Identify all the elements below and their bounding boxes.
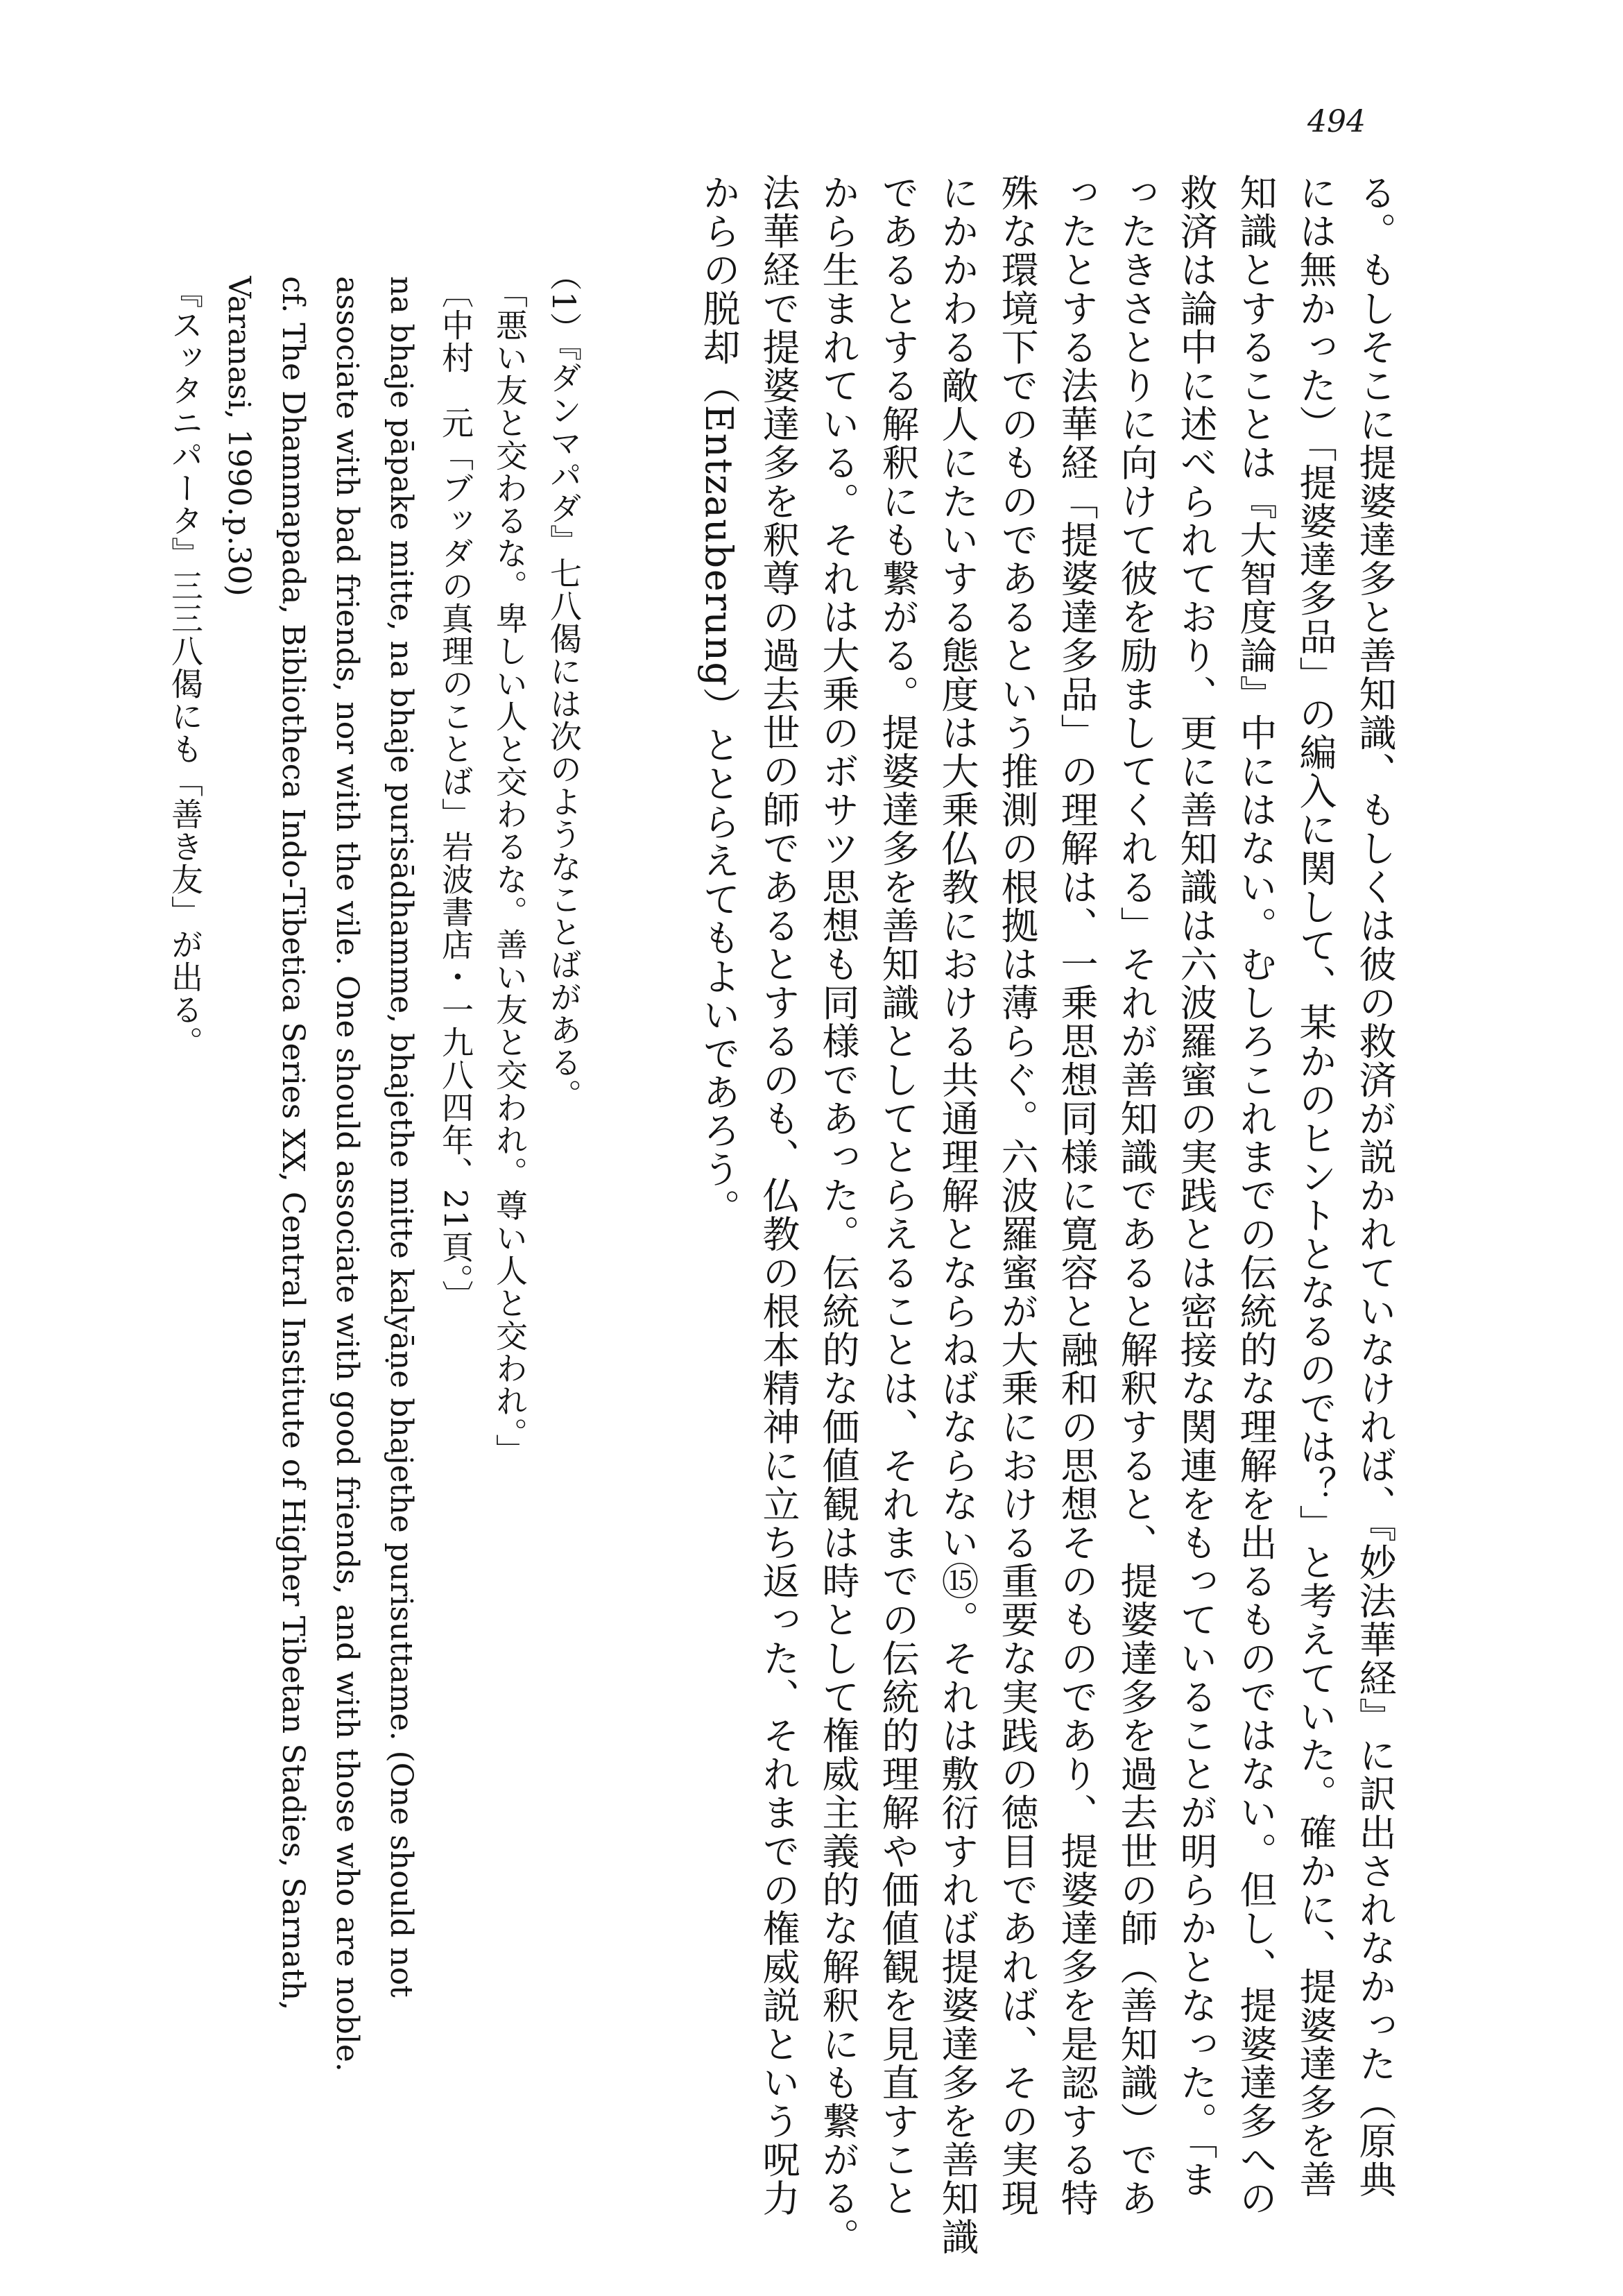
body-line-2: には無かった）「提婆達多品」の編入に関して、某かのヒントとなるのでは？」と考えていた。確かに、提婆達多を善 [1294,173,1337,2199]
note-1-translation: associate with bad friends, nor with the vile. One should associate with good friends, and with those who are noble. [329,276,365,2072]
note-1-quote: 「悪い友と交わるな。卑しい人と交わるな。善い友と交われ。尊い人と交われ。」 [491,276,529,1466]
body-line-4: 救済は論中に述べられており、更に善知識は六波羅蜜の実践とは密接な関連をもっていることが明らかとなった。「ま [1174,173,1218,2199]
note-1-citation: 〔中村 元「ブッダの真理のことば」岩波書店・一九八四年、21頁。〕 [437,276,474,1313]
body-line-1: る。もしそこに提婆達多と善知識、もしくは彼の救済が説かれていなければ、『妙法華経』に訳出されなかった（原典 [1353,173,1397,2199]
note-1-reference: cf. The Dhammapada, Bibliotheca Indo-Tibetica Series XX, Central Institute of Higher Tibetan Stadies, Sarnath, [275,276,311,2011]
page-number: 494 [1307,104,1366,139]
body-line-9: であるとする解釈にも繋がる。提婆達多を善知識としてとらえることは、それまでの伝統的理解や価値観を見直すこと [876,173,920,2218]
note-1-pali: na bhaje pāpake mitte, na bhaje purisādhamme, bhajethe mitte kalyāṇe bhajethe purisuttame. (One should not [384,276,419,1998]
body-line-7: 殊な環境下でのものであるという推測の根拠は薄らぐ。六波羅蜜が大乗における重要な実践の徳目であれば、その実現 [995,173,1039,2218]
body-line-5: ったきさとりに向けて彼を励ましてくれる」それが善知識であると解釈すると、提婆達多を過去世の師（善知識）であ [1115,173,1158,2218]
body-line-12: からの脱却（Entzauberung）ととらえてもよいであろう。 [697,173,741,1227]
body-line-6: ったとする法華経「提婆達多品」の理解は、一乗思想同様に寛容と融和の思想そのものであり、提婆達多を是認する特 [1055,173,1099,2218]
body-line-3: 知識とすることは『大智度論』中にはない。むしろこれまでの伝統的な理解を出るものではない。但し、提婆達多への [1234,173,1278,2218]
note-1-addendum: 『スッタニパータ』三三八偈にも「善き友」が出る。 [166,276,204,1059]
body-line-8: にかかわる敵人にたいする態度は大乗仏教における共通理解とならねばならない⑮。それは敷衍すれば提婆達多を善知識 [936,173,979,2256]
body-line-11: 法華経で提婆達多を釈尊の過去世の師であるとするのも、仏教の根本精神に立ち返った、それまでの権威説という呪力 [757,173,800,2218]
note-1-heading: （1）『ダンマパダ』七八偈には次のようなことばがある。 [545,259,583,1112]
note-1-reference-cont: Varanasi, 1990.p.30) [221,276,257,597]
body-line-10: から生まれている。それは大乗のボサツ思想も同様であった。伝統的な価値観は時として権威主義的な解釈にも繋がる。 [816,173,860,2256]
